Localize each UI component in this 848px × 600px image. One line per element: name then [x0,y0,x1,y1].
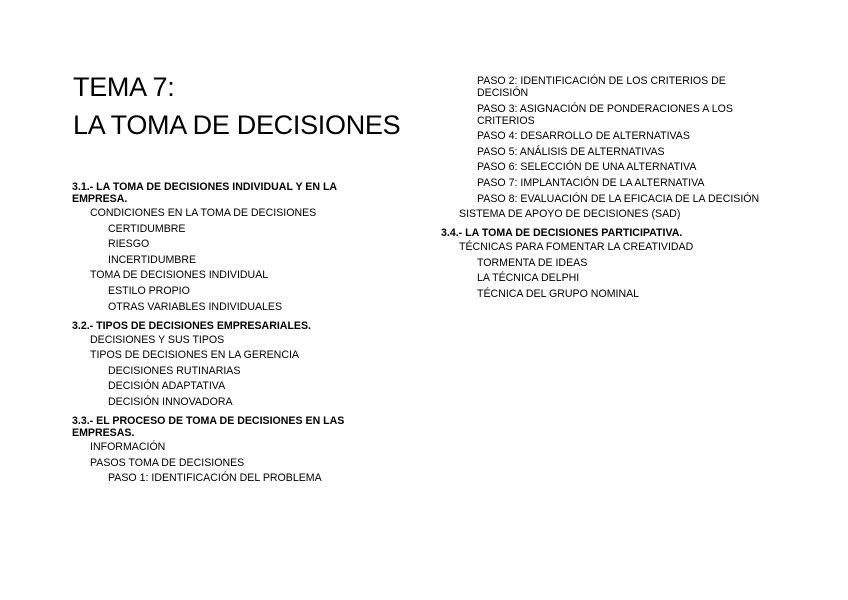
outline-item-riesgo: RIESGO [108,238,150,251]
outline-item-decisiones-tipos: DECISIONES Y SUS TIPOS [90,333,225,346]
outline-item-adaptativa: DECISIÓN ADAPTATIVA [108,380,226,393]
outline-item-incertidumbre: INCERTIDUMBRE [108,253,197,266]
section-3-4-heading: 3.4.- LA TOMA DE DECISIONES PARTICIPATIVA. [441,227,683,240]
outline-item-estilo-propio: ESTILO PROPIO [108,284,190,297]
page-title-line-2: LA TOMA DE DECISIONES [73,110,401,140]
outline-item-tormenta: TORMENTA DE IDEAS [477,256,588,269]
outline-item-paso-1: PASO 1: IDENTIFICACIÓN DEL PROBLEMA [108,472,322,485]
outline-item-pasos: PASOS TOMA DE DECISIONES [90,456,245,469]
page-title-line-1: TEMA 7: [73,72,175,102]
outline-item-toma-individual: TOMA DE DECISIONES INDIVIDUAL [90,269,269,282]
outline-item-tecnicas: TÉCNICAS PARA FOMENTAR LA CREATIVIDAD [459,241,694,254]
outline-item-paso-5: PASO 5: ANÁLISIS DE ALTERNATIVAS [477,145,665,158]
outline-item-sad: SISTEMA DE APOYO DE DECISIONES (SAD) [459,208,681,221]
section-3-1-heading: 3.1.- LA TOMA DE DECISIONES INDIVIDUAL Y EN LA EMPRESA. [72,181,337,205]
outline-item-grupo-nominal: TÉCNICA DEL GRUPO NOMINAL [477,287,640,300]
outline-item-tipos-gerencia: TIPOS DE DECISIONES EN LA GERENCIA [90,349,299,362]
outline-item-paso-2: PASO 2: IDENTIFICACIÓN DE LOS CRITERIOS DE DECISIÓN [477,75,726,99]
outline-right-column [441,75,786,304]
outline-item-paso-3: PASO 3: ASIGNACIÓN DE PONDERACIONES A LOS CRITERIOS [477,102,733,127]
outline-item-informacion: INFORMACIÓN [90,440,166,453]
outline-left-column [72,181,372,488]
outline-item-paso-7: PASO 7: IMPLANTACIÓN DE LA ALTERNATIVA [477,176,705,189]
outline-item-paso-6: PASO 6: SELECCIÓN DE UNA ALTERNATIVA [477,161,697,174]
section-3-3-heading: 3.3.- EL PROCESO DE TOMA DE DECISIONES EN LAS EMPRESAS. [72,414,345,439]
section-3-2-heading: 3.2.- TIPOS DE DECISIONES EMPRESARIALES. [72,319,311,332]
outline-item-certidumbre: CERTIDUMBRE [108,222,186,235]
outline-item-rutinarias: DECISIONES RUTINARIAS [108,364,241,377]
outline-item-delphi: LA TÉCNICA DELPHI [477,272,580,285]
outline-item-paso-4: PASO 4: DESARROLLO DE ALTERNATIVAS [477,130,690,143]
outline-item-innovadora: DECISIÓN INNOVADORA [108,395,233,408]
outline-item-condiciones: CONDICIONES EN LA TOMA DE DECISIONES [90,207,317,219]
outline-item-paso-8: PASO 8: EVALUACIÓN DE LA EFICACIA DE LA DECISIÓN [477,192,760,205]
outline-item-otras-variables: OTRAS VARIABLES INDIVIDUALES [108,300,283,313]
